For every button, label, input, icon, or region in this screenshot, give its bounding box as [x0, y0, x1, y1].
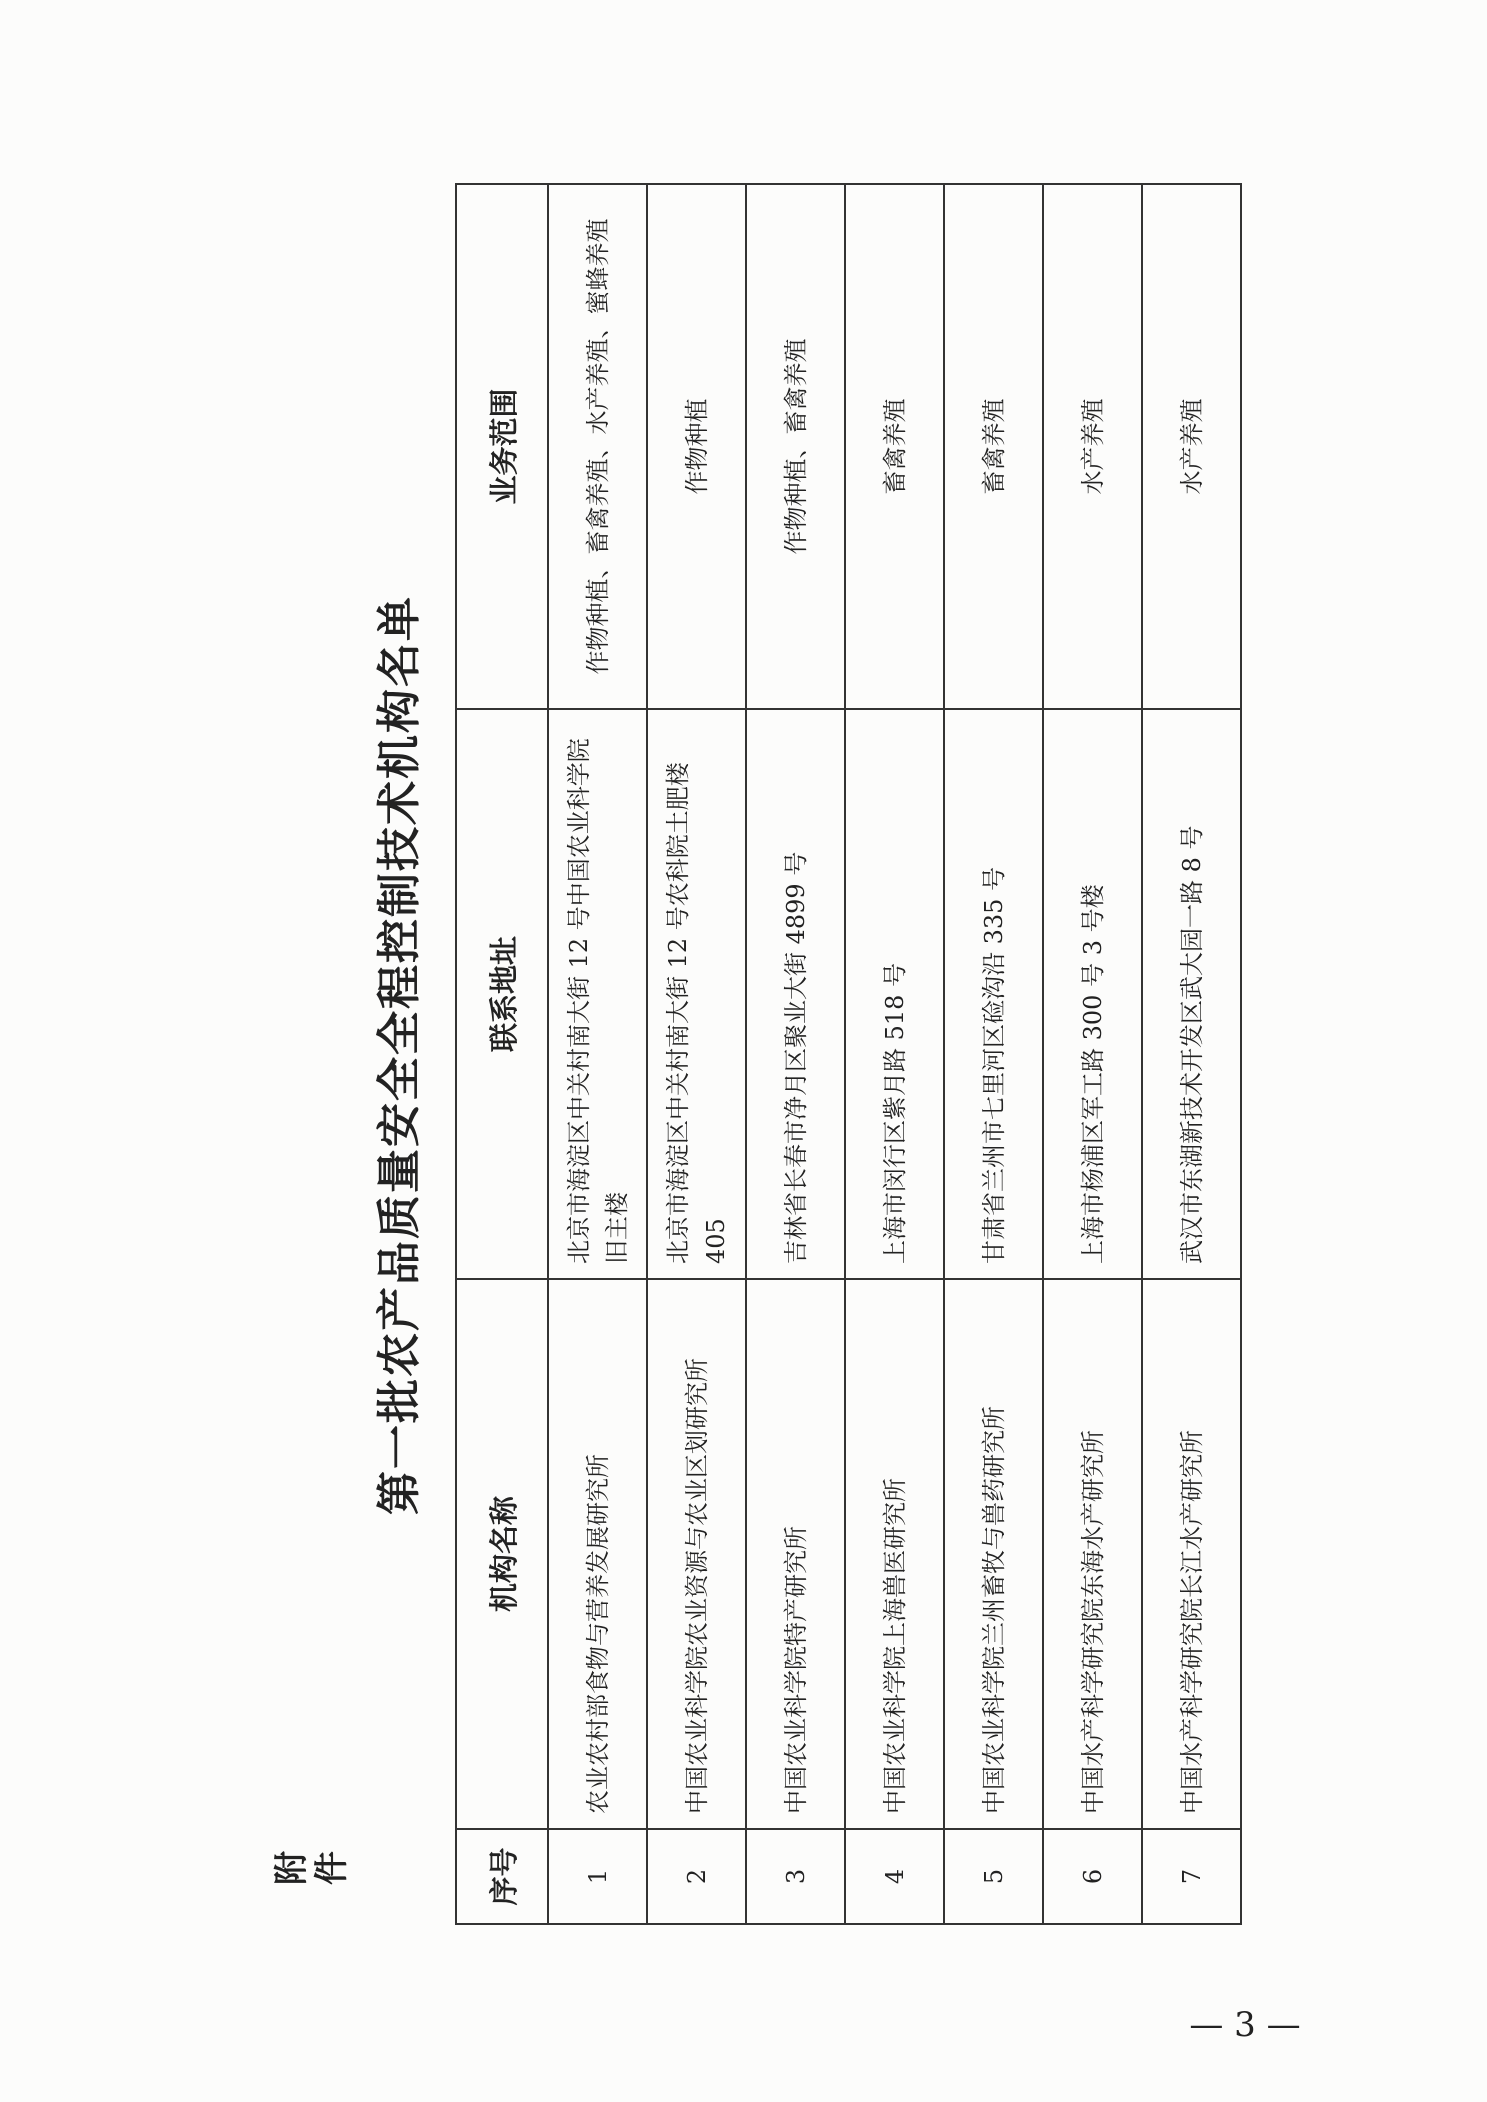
header-address: 联系地址: [456, 709, 548, 1279]
row-name: 中国农业科学院农业资源与农业区划研究所: [647, 1279, 746, 1829]
row-index: 5: [944, 1829, 1043, 1924]
attachment-label: 附件: [272, 1851, 352, 1885]
row-name: 中国农业科学院兰州畜牧与兽药研究所: [944, 1279, 1043, 1829]
table-row: [746, 184, 845, 1924]
table-row: [1043, 184, 1142, 1924]
table-row: [944, 184, 1043, 1924]
row-index: 3: [746, 1829, 845, 1924]
row-address: 上海市杨浦区军工路 300 号 3 号楼: [1043, 709, 1142, 1279]
row-name: 中国农业科学院特产研究所: [746, 1279, 845, 1829]
table-row: [548, 184, 647, 1924]
institution-table: [455, 183, 1242, 1925]
row-index: 1: [548, 1829, 647, 1924]
row-name: 中国农业科学院上海兽医研究所: [845, 1279, 944, 1829]
row-scope: 水产养殖: [1043, 184, 1142, 709]
row-index: 7: [1142, 1829, 1241, 1924]
row-scope: 作物种植: [647, 184, 746, 709]
row-name: 中国水产科学研究院东海水产研究所: [1043, 1279, 1142, 1829]
row-name: 农业农村部食物与营养发展研究所: [548, 1279, 647, 1829]
row-address: 上海市闵行区紫月路 518 号: [845, 709, 944, 1279]
row-scope: 畜禽养殖: [845, 184, 944, 709]
table-row: [845, 184, 944, 1924]
row-address: 武汉市东湖新技术开发区武大园一路 8 号: [1142, 709, 1241, 1279]
row-address: 甘肃省兰州市七里河区硷沟沿 335 号: [944, 709, 1043, 1279]
document-title: 第一批农产品质量安全全程控制技术机构名单: [374, 595, 425, 1515]
row-scope: 作物种植、畜禽养殖、水产养殖、蜜蜂养殖: [548, 184, 647, 709]
row-address: 吉林省长春市净月区聚业大街 4899 号: [746, 709, 845, 1279]
header-index: 序号: [456, 1829, 548, 1924]
row-address: 北京市海淀区中关村南大街 12 号中国农业科学院旧主楼: [548, 709, 647, 1279]
row-index: 4: [845, 1829, 944, 1924]
row-index: 6: [1043, 1829, 1142, 1924]
row-name: 中国水产科学研究院长江水产研究所: [1142, 1279, 1241, 1829]
row-scope: 作物种植、畜禽养殖: [746, 184, 845, 709]
rotated-content: [345, 185, 1206, 1925]
page-number: — 3 —: [1189, 2005, 1301, 2045]
row-scope: 畜禽养殖: [944, 184, 1043, 709]
table-header-row: [456, 184, 548, 1924]
row-address: 北京市海淀区中关村南大街 12 号农科院土肥楼 405: [647, 709, 746, 1279]
table-row: [647, 184, 746, 1924]
row-index: 2: [647, 1829, 746, 1924]
table-row: [1142, 184, 1241, 1924]
header-name: 机构名称: [456, 1279, 548, 1829]
row-scope: 水产养殖: [1142, 184, 1241, 709]
header-scope: 业务范围: [456, 184, 548, 709]
